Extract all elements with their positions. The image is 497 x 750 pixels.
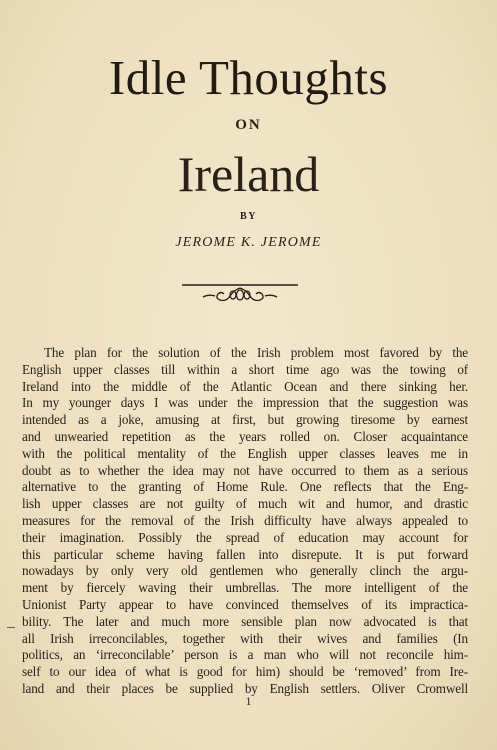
text-line: alternative to the granting of Home Rule. One reflects that the Eng- xyxy=(22,479,468,495)
text-line: lish upper classes are not guilty of much wit and humor, and drastic xyxy=(22,496,468,512)
title-connector: ON xyxy=(235,117,262,133)
text-line: their imagination. Possibly the spread of education may account for xyxy=(22,529,468,545)
author-name: JEROME K. JEROME xyxy=(175,235,322,250)
text-line: Unionist Party appear to have convinced themselves of its impractica- xyxy=(22,596,468,612)
body-paragraph xyxy=(22,345,468,698)
text-line: English upper classes till within a short time ago was the towing of xyxy=(22,361,468,377)
text-line: doubt as to whether the idea may not have occurred to them as a serious xyxy=(22,462,468,478)
text-line: intended as a joke, amusing at first, but growing tiresome by earnest xyxy=(22,412,468,428)
decorative-flourish-icon xyxy=(180,280,300,306)
byline-label: BY xyxy=(240,211,257,222)
page-title: Idle Thoughts xyxy=(108,50,389,105)
page-number: 1 xyxy=(245,694,252,708)
text-line: Ireland into the middle of the Atlantic Ocean and there sinking her. xyxy=(22,378,468,394)
text-line: ment by fiercely waving their umbrellas. The more intelligent of the xyxy=(22,580,468,596)
text-line: bility. The later and much more sensible plan now advocated is that xyxy=(22,613,468,629)
text-line: measures for the removal of the Irish difficulty have always appealed to xyxy=(22,512,468,528)
text-line: all Irish irreconcilables, together with their wives and families (In xyxy=(22,630,468,646)
text-line: politics, an ‘irreconcilable’ person is a man who will not reconcile him- xyxy=(22,647,468,663)
text-line: The plan for the solution of the Irish problem most favored by the xyxy=(44,345,468,360)
text-line: In my younger days I was under the impression that the suggestion was xyxy=(22,395,468,411)
page-subtitle: Ireland xyxy=(177,146,320,202)
margin-mark xyxy=(7,627,15,628)
text-line: nowadays by only very old gentlemen who generally clinch the argu- xyxy=(22,563,468,579)
text-line: land and their places be supplied by English settlers. Oliver Cromwell xyxy=(22,680,468,696)
text-line: with the political mentality of the English upper classes leaves me in xyxy=(22,445,468,461)
text-line: this particular scheme having fallen into disrepute. It is put forward xyxy=(22,546,468,562)
text-line: self to our idea of what is good for him) should be ‘removed’ from Ire- xyxy=(22,664,468,680)
text-line: and unwearied repetition as the years rolled on. Closer acquaintance xyxy=(22,428,468,444)
